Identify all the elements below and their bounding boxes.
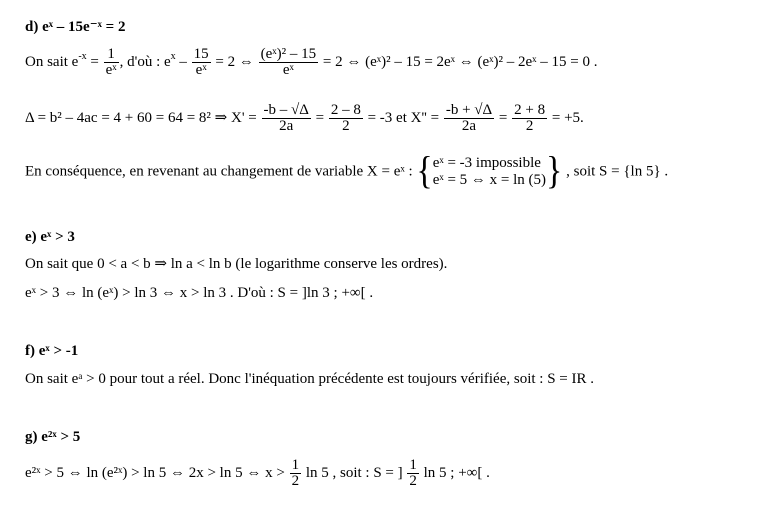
text: ln 5 ; +∞[ . <box>419 464 490 481</box>
section-e-line-2: eˣ > 3 ⇔ ln (eˣ) > ln 3 ⇔ x > ln 3 . D'où : S = ]ln 3 ; +∞[ . <box>25 285 374 301</box>
denominator: 2 <box>525 118 534 134</box>
section-f-title: f) eˣ > -1 <box>25 343 79 359</box>
exponent: x <box>170 50 176 62</box>
denominator: 2 <box>409 473 417 489</box>
fraction <box>444 103 494 134</box>
fraction <box>290 458 302 489</box>
section-e-line-1: On sait que 0 < a < b ⇒ ln a < ln b (le logarithme conserve les ordres). <box>25 256 448 272</box>
text: = 2 ⇔ <box>211 53 258 70</box>
numerator: 1 <box>104 47 119 63</box>
section-d-title: d) eˣ – 15e⁻ˣ = 2 <box>25 19 126 35</box>
exponent: -x <box>78 50 87 62</box>
fraction <box>262 103 311 134</box>
denominator: eˣ <box>282 62 294 78</box>
denominator: eˣ <box>105 62 117 78</box>
left-brace: { <box>416 150 433 193</box>
numerator: 15 <box>193 46 209 62</box>
denominator: 2 <box>342 118 350 134</box>
text: – <box>175 53 191 70</box>
fraction <box>407 458 419 489</box>
denominator: 2a <box>461 118 477 134</box>
fraction <box>259 47 318 78</box>
numerator: 2 – 8 <box>330 102 361 118</box>
section-f-line-1: On sait eᵃ > 0 pour tout a réel. Donc l'inéquation précédente est toujours vérifiée, soit : S = IR . <box>25 371 594 387</box>
fraction <box>192 47 211 78</box>
text: = 2 ⇔ (eˣ)² – 15 = 2eˣ ⇔ (eˣ)² – 2eˣ – 15 = 0 . <box>319 53 598 70</box>
section-d-line-3 <box>25 150 669 193</box>
text: = -3 et X'' = <box>363 109 443 126</box>
numerator: 2 + 8 <box>514 102 546 118</box>
numerator: 1 <box>291 457 300 473</box>
system-line-2: eˣ = 5 ⇔ x = ln (5) <box>432 172 547 188</box>
equation-system <box>433 155 546 189</box>
section-d-line-2 <box>25 103 584 134</box>
text: En conséquence, en revenant au changement de variable X = eˣ : <box>25 163 417 180</box>
denominator: 2a <box>279 118 294 134</box>
text: = <box>86 53 103 70</box>
numerator: -b + √Δ <box>445 102 493 118</box>
text: On sait e <box>25 53 79 70</box>
fraction <box>329 103 363 134</box>
system-line-1: eˣ = -3 impossible <box>432 155 541 171</box>
text: ln 5 , soit : S = ] <box>302 464 407 481</box>
fraction <box>512 103 547 134</box>
fraction <box>104 47 119 78</box>
numerator: (eˣ)² – 15 <box>260 46 317 62</box>
section-e-title: e) eˣ > 3 <box>25 229 75 245</box>
section-d-line-1 <box>25 47 597 78</box>
section-g-line-1 <box>25 458 490 489</box>
denominator: eˣ <box>195 62 207 78</box>
section-g-title: g) e²ˣ > 5 <box>25 429 81 445</box>
numerator: 1 <box>409 457 417 473</box>
numerator: -b – √Δ <box>263 102 309 118</box>
text: Δ = b² – 4ac = 4 + 60 = 64 = 8² ⇒ X' = <box>25 109 261 126</box>
text: , d'où : e <box>119 53 171 70</box>
text: , soit S = {ln 5} . <box>562 163 669 180</box>
text: e²ˣ > 5 ⇔ ln (e²ˣ) > ln 5 ⇔ 2x > ln 5 ⇔ x > <box>25 464 289 481</box>
denominator: 2 <box>291 473 300 489</box>
text: = +5. <box>548 109 584 126</box>
text: = <box>495 109 512 126</box>
text: = <box>311 109 328 126</box>
right-brace: } <box>546 150 563 193</box>
